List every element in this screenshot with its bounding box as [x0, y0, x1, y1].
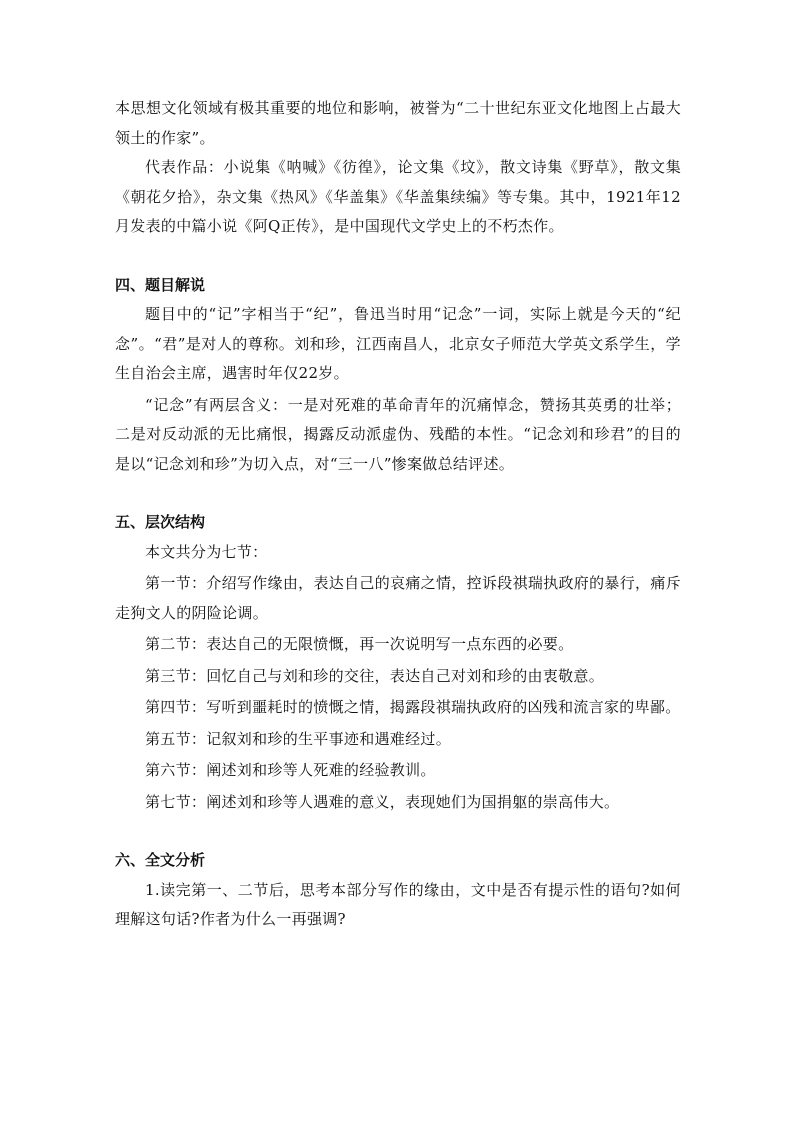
structure-intro: 本文共分为七节：: [145, 542, 268, 561]
section-heading-title-explanation: 四、题目解说: [115, 275, 206, 294]
section-heading-structure: 五、层次结构: [115, 513, 206, 531]
section-spacer: [115, 817, 681, 846]
structure-item-6: 第六节：阐述刘和珍等人死难的经验教训。: [145, 761, 436, 779]
section-heading-analysis: 六、全文分析: [115, 851, 206, 869]
structure-item-5: 第五节：记叙刘和珍的生平事迹和遇难经过。: [145, 729, 452, 748]
section-spacer: [115, 479, 681, 508]
representative-works-paragraph: 代表作品：小说集《呐喊》《彷徨》，论文集《坟》，散文诗集《野草》，散文集《朝花夕拾》，杂文集《热风》《华盖集》《华盖集续编》等专集。其中，1921年12月发表的中篇小说《阿Q正传》，是中国现代文学史上的不朽杰作。: [115, 158, 681, 235]
structure-item-1: 第一节：介绍写作缘由，表达自己的哀痛之情，控诉段祺瑞执政府的暴行，痛斥走狗文人的阴险论调。: [115, 574, 681, 622]
analysis-question-1: 1.读完第一、二节后，思考本部分写作的缘由，文中是否有提示性的语句?如何理解这句话?作者为什么一再强调?: [115, 880, 681, 928]
structure-item-4: 第四节：写听到噩耗时的愤慨之情，揭露段祺瑞执政府的凶残和流言家的卑鄙。: [145, 698, 681, 716]
structure-item-7: 第七节：阐述刘和珍等人遇难的意义，表现她们为国捐躯的崇高伟大。: [145, 792, 620, 811]
document-page: [115, 94, 681, 935]
structure-item-2: 第二节：表达自己的无限愤慨，再一次说明写一点东西的必要。: [145, 635, 574, 653]
section-spacer: [115, 242, 681, 271]
title-explanation-paragraph-2: “记念”有两层含义：一是对死难的革命青年的沉痛悼念，赞扬其英勇的壮举；二是对反动派的无比痛恨，揭露反动派虚伪、残酷的本性。“记念刘和珍君”的目的是以“记念刘和珍”为切入点，对“三一八”惨案做总结评述。: [115, 395, 681, 473]
intro-paragraph-continuation: 本思想文化领域有极其重要的地位和影响，被誉为“二十世纪东亚文化地图上占最大领土的作家”。: [115, 99, 681, 147]
structure-item-3: 第三节：回忆自己与刘和珍的交往，表达自己对刘和珍的由衷敬意。: [145, 666, 605, 685]
title-explanation-paragraph-1: 题目中的“记”字相当于“纪”，鲁迅当时用“记念”一词，实际上就是今天的“纪念”。“君”是对人的尊称。刘和珍，江西南昌人，北京女子师范大学英文系学生，学生自治会主席，遇害时年仅22岁。: [115, 305, 681, 382]
